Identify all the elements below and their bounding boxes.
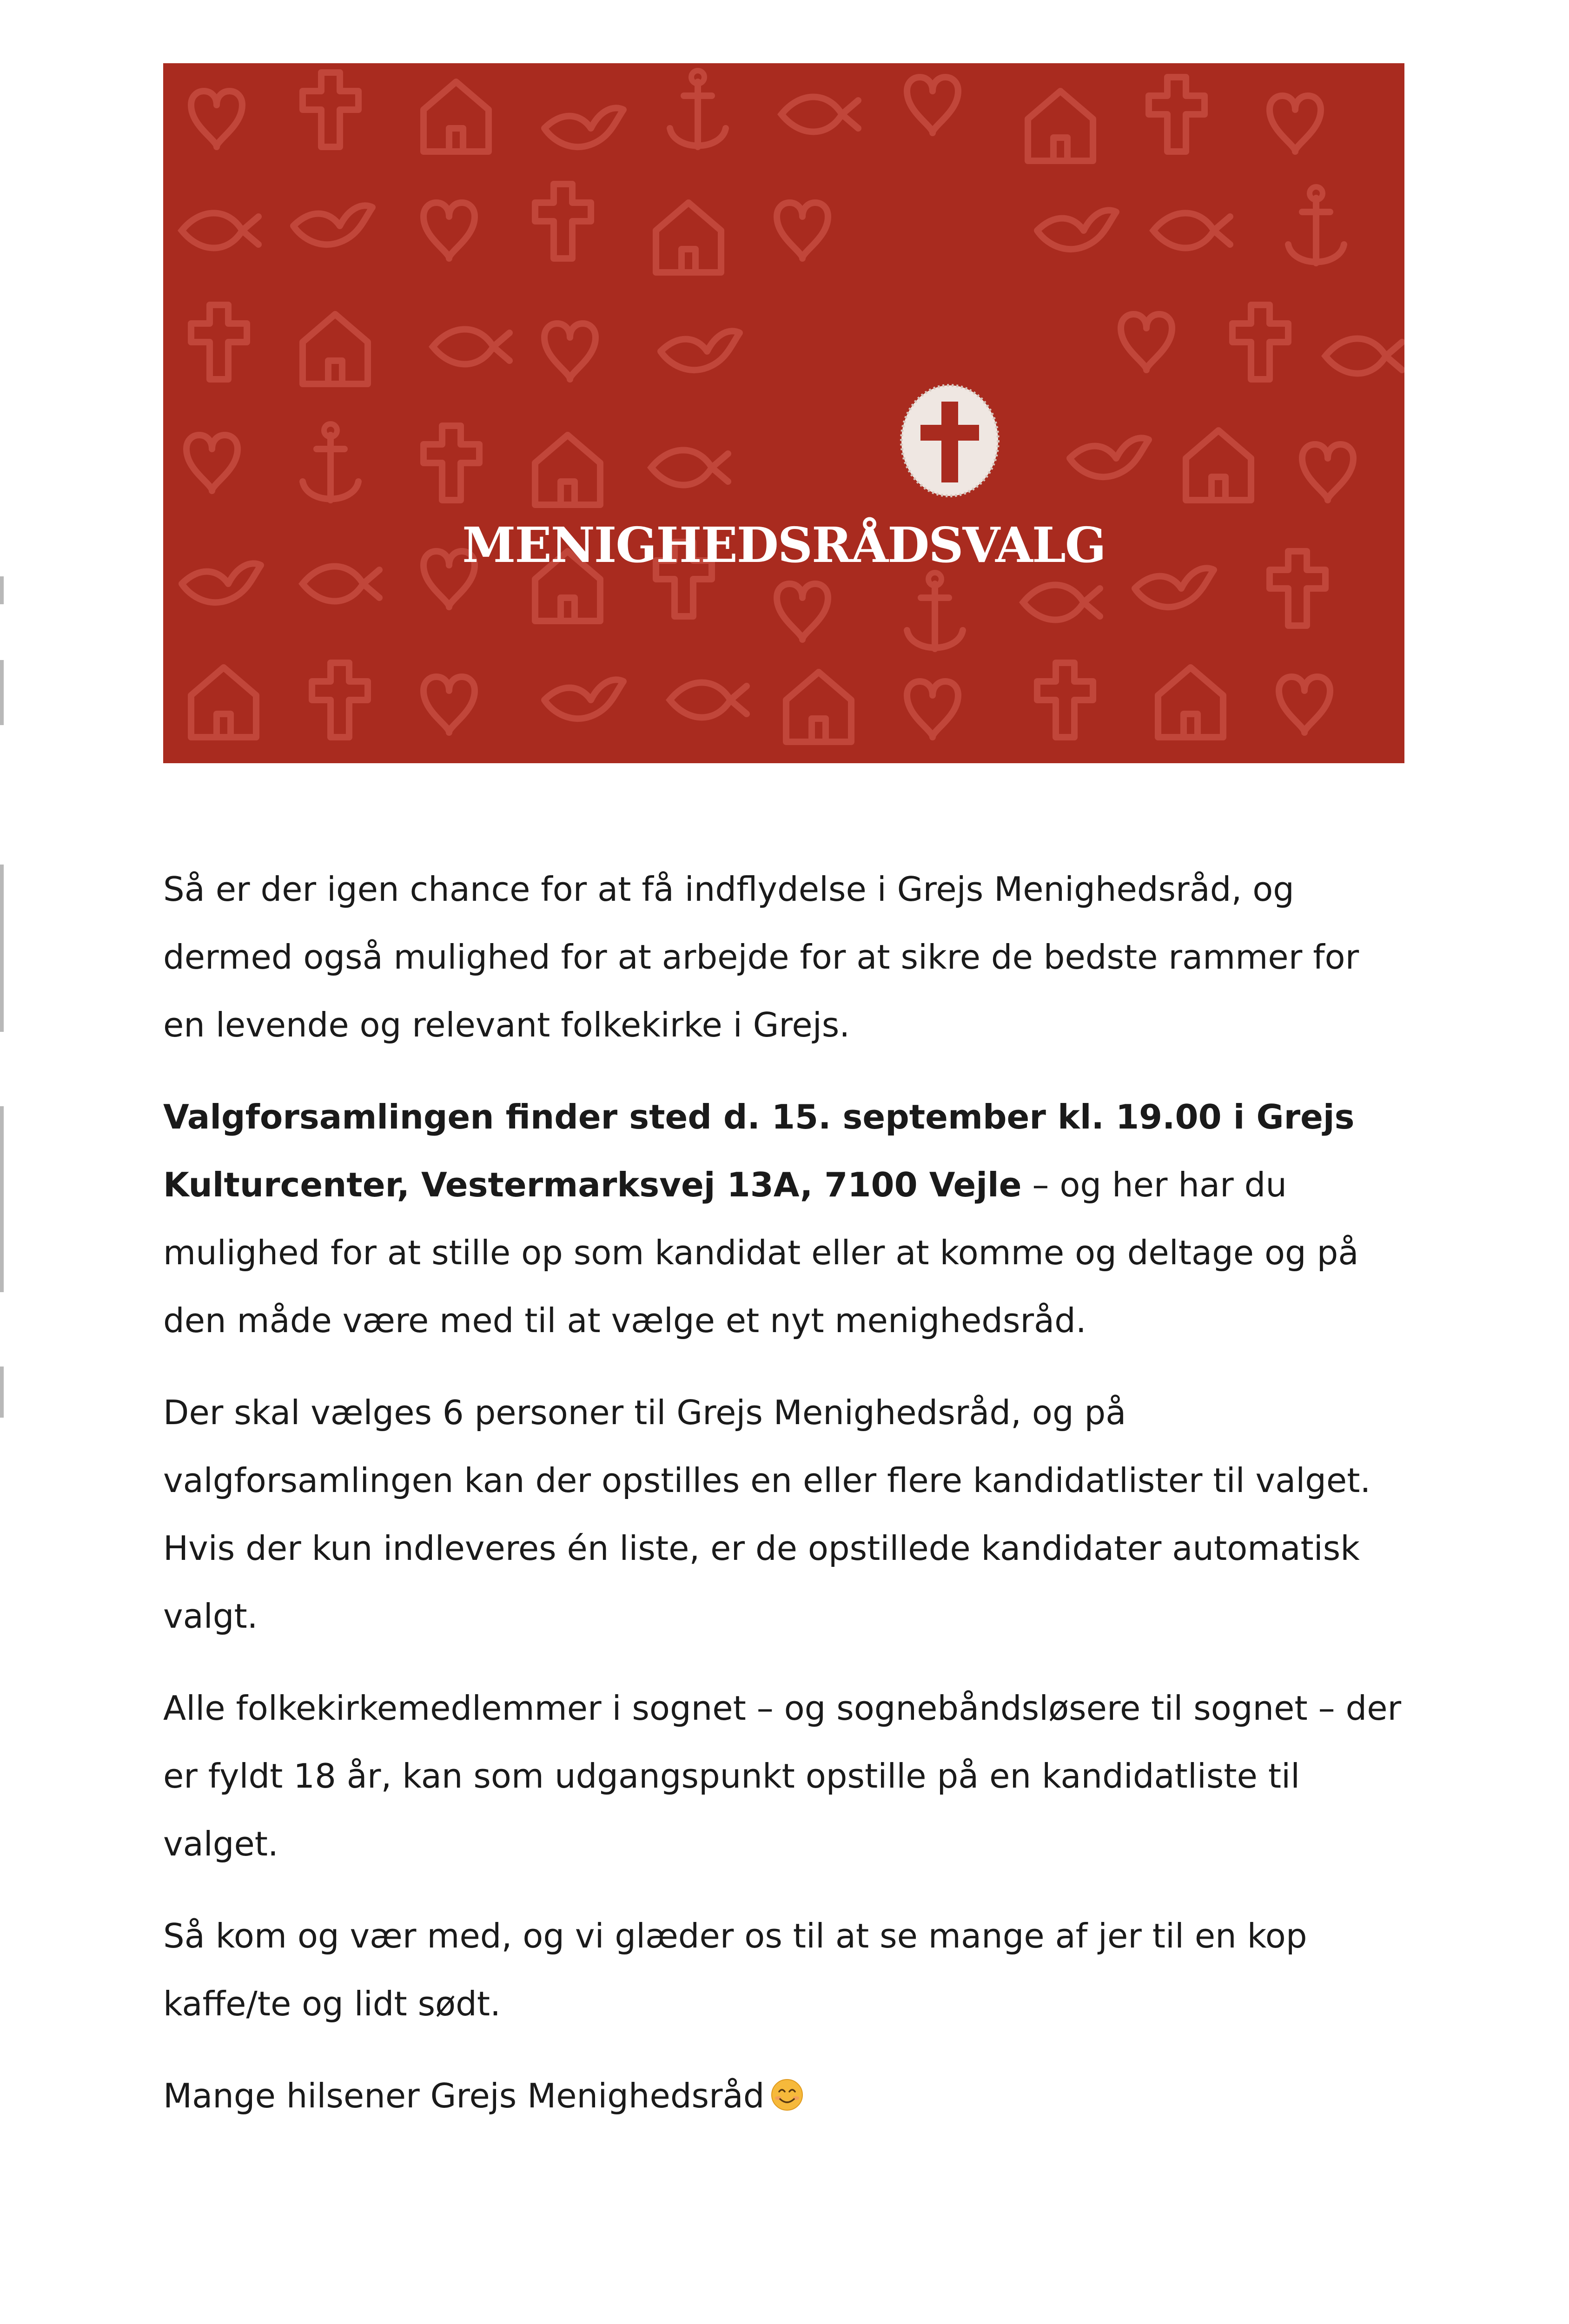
meeting-description: – og her har du mulighed for at stille op som kandidat eller at komme og deltage og på den måde være med til at vælge et nyt menighedsråd. xyxy=(163,1165,1359,1340)
signoff-paragraph xyxy=(163,2062,1404,2130)
decorative-symbol-pattern xyxy=(163,63,1404,763)
banner-title: MENIGHEDSRÅDSVALG xyxy=(462,516,1106,574)
scan-edge-marks xyxy=(0,0,6,2324)
smiling-face-emoji-icon xyxy=(771,2079,803,2111)
candidates-paragraph: Der skal vælges 6 personer til Grejs Menighedsråd, og på valgforsamlingen kan der opstilles en eller flere kandidatlister til valget. Hvis der kun indleveres én liste, er de opstillede kandidater automatisk valgt. xyxy=(163,1393,1371,1636)
cross-oval-emblem-icon xyxy=(900,384,1000,498)
eligibility-paragraph: Alle folkekirkemedlemmer i sognet – og sognebåndsløsere til sognet – der er fyldt 18 år, kan som udgangspunkt opstille på en kandidatliste til valget. xyxy=(163,1689,1402,1863)
intro-paragraph: Så er der igen chance for at få indflydelse i Grejs Menighedsråd, og dermed også mulighed for at arbejde for at sikre de bedste rammer for en levende og relevant folkekirke i Grejs. xyxy=(163,870,1359,1044)
announcement-text xyxy=(163,855,1404,2154)
meeting-details: Valgforsamlingen finder sted d. 15. september kl. 19.00 i Grejs Kulturcenter, Vestermarksvej 13A, 7100 Vejle xyxy=(163,1097,1355,1204)
signoff-text: Mange hilsener Grejs Menighedsråd xyxy=(163,2076,765,2115)
meeting-paragraph xyxy=(163,1083,1404,1354)
election-banner xyxy=(163,63,1404,763)
invitation-paragraph: Så kom og vær med, og vi glæder os til at se mange af jer til en kop kaffe/te og lidt sødt. xyxy=(163,1916,1307,2023)
